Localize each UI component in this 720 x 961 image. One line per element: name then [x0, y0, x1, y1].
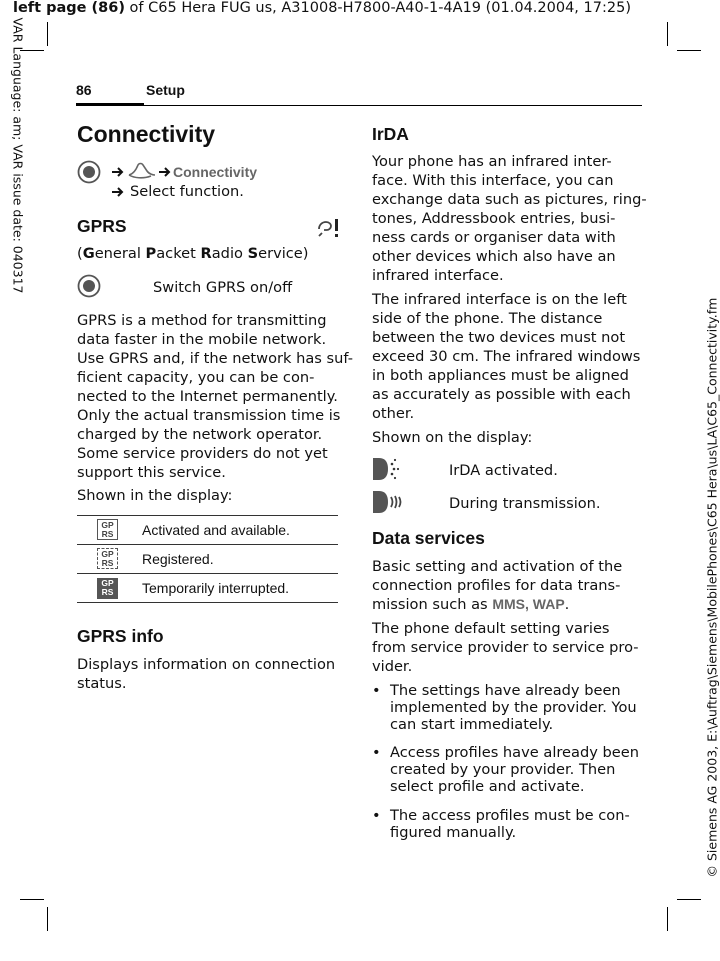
list-item: • The settings have already been implemented by the provider. You can start immediately.	[372, 682, 637, 733]
menu-path-connectivity: Connectivity	[173, 164, 258, 180]
wap-link: WAP	[532, 596, 565, 612]
crop-mark	[47, 907, 48, 931]
section-title: Setup	[146, 82, 185, 98]
irda-transmission-icon	[371, 489, 407, 519]
side-text-left: VAR Language: am; VAR issue date: 040317	[10, 17, 26, 294]
gprs-info-heading: GPRS info	[77, 626, 164, 646]
gprs-heading: GPRS	[77, 216, 127, 236]
arrow-icon	[158, 164, 172, 183]
gprs-display-table	[77, 515, 338, 603]
list-item: • Access profiles have already been created by your provider. Then select profile and activate.	[372, 744, 639, 795]
table-cell: Temporarily interrupted.	[142, 574, 338, 603]
crop-mark	[677, 899, 701, 900]
table-cell: Registered.	[142, 545, 338, 574]
crop-mark	[667, 907, 668, 931]
mms-link: MMS	[492, 596, 525, 612]
irda-para-1: Your phone has an infrared inter- face. With this interface, you can exchange data such as pictures, ring- tones, Addressbook entries, busi- ness cards or organiser data with other devices which also have an infrared interface.	[372, 153, 647, 284]
list-item: • The access profiles must be con- figured manually.	[372, 807, 630, 841]
side-text-right: © Siemens AG 2003, E:\Auftrag\Siemens\MobilePhones\C65 Hera\us\LA\C65_Connectivity.fm	[704, 297, 720, 878]
gprs-active-icon: GP RS	[97, 519, 118, 540]
crop-mark	[47, 22, 48, 46]
table-row	[77, 516, 338, 545]
irda-activated-label: IrDA activated.	[449, 462, 558, 479]
gprs-switch-label: Switch GPRS on/off	[153, 279, 293, 296]
gprs-shown-label: Shown in the display:	[77, 487, 233, 504]
irda-heading: IrDA	[372, 124, 409, 144]
gprs-expansion: (General Packet Radio Service)	[77, 245, 309, 262]
nav-key-icon	[77, 160, 101, 188]
header-rule-thick	[76, 103, 144, 106]
page-number: 86	[76, 82, 92, 98]
data-services-para-1: Basic setting and activation of the connection profiles for data trans- mission such as MMS, WAP.	[372, 558, 623, 613]
arrow-icon	[111, 164, 125, 183]
doc-header-bold: left page (86)	[13, 0, 125, 16]
arrow-icon	[111, 184, 125, 203]
data-services-heading: Data services	[372, 528, 485, 548]
irda-activated-icon	[371, 456, 401, 486]
doc-header	[13, 0, 631, 16]
provider-dependent-icon	[316, 216, 342, 244]
irda-para-2: The infrared interface is on the left side of the phone. The distance between the two devices must not exceed 30 cm. The infrared windows in both appliances must be aligned as accurately as possible with each other.	[372, 291, 641, 422]
crop-mark	[677, 50, 701, 51]
doc-header-rest: of C65 Hera FUG us, A31008-H7800-A40-1-4A19 (01.04.2004, 17:25)	[124, 0, 631, 16]
irda-shown-label: Shown on the display:	[372, 429, 533, 446]
table-row	[77, 574, 338, 603]
table-cell: Activated and available.	[142, 516, 338, 545]
crop-mark	[20, 899, 44, 900]
page-title: Connectivity	[77, 121, 216, 147]
gprs-registered-icon: GP RS	[97, 548, 118, 569]
crop-mark	[667, 22, 668, 46]
header-rule	[144, 105, 642, 106]
menu-select-function: Select function.	[130, 183, 244, 200]
gprs-body: GPRS is a method for transmitting data faster in the mobile network. Use GPRS and, if the network has suf- ficient capacity, you can be con- nected to the Internet permanently. Only the actual transmission time is charged by the network operator. Some service providers do not yet support this service.	[77, 312, 354, 481]
irda-transmission-label: During transmission.	[449, 495, 601, 512]
nav-key-icon	[77, 274, 101, 302]
data-services-para-2: The phone default setting varies from service provider to service pro- vider.	[372, 620, 639, 675]
gprs-interrupted-icon: GP RS	[97, 578, 118, 599]
gprs-info-body: Displays information on connection status.	[77, 656, 336, 692]
table-row	[77, 545, 338, 574]
